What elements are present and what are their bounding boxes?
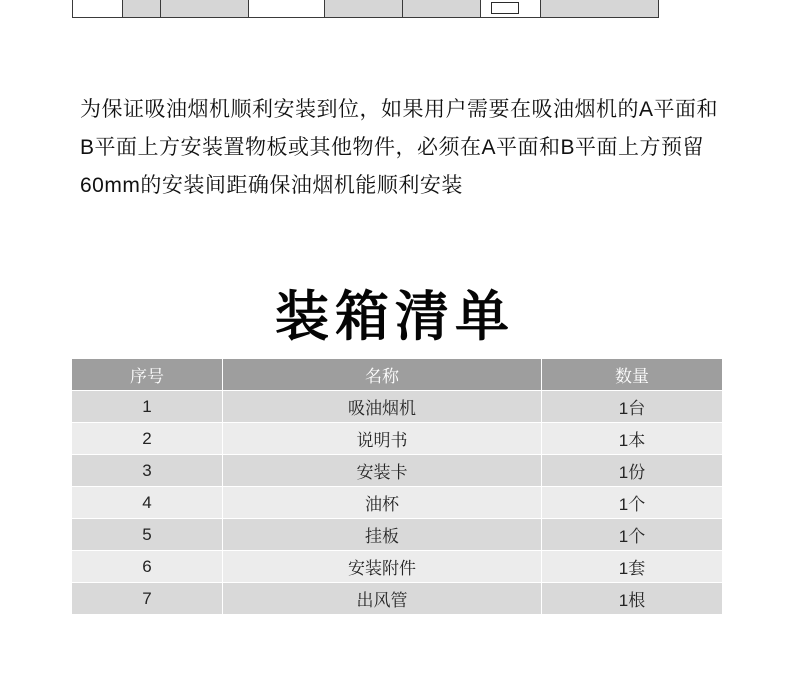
packing-list-body xyxy=(72,391,723,615)
table-row xyxy=(72,583,723,615)
cell-name: 安装附件 xyxy=(223,551,542,583)
top-table-cell xyxy=(249,0,325,17)
cell-qty: 1套 xyxy=(542,551,723,583)
cell-qty: 1个 xyxy=(542,487,723,519)
packing-list-header xyxy=(72,359,723,391)
cell-qty: 1根 xyxy=(542,583,723,615)
cell-qty: 1本 xyxy=(542,423,723,455)
cell-no: 4 xyxy=(72,487,223,519)
cell-qty: 1个 xyxy=(542,519,723,551)
column-header-qty: 数量 xyxy=(542,359,723,391)
top-table-cell xyxy=(481,0,541,17)
column-header-no: 序号 xyxy=(72,359,223,391)
checkbox-glyph xyxy=(491,2,519,14)
installation-note-paragraph: 为保证吸油烟机顺利安装到位，如果用户需要在吸油烟机的A平面和B平面上方安装置物板或其他物件，必须在A平面和B平面上方预留60mm的安装间距确保油烟机能顺利安装 xyxy=(80,98,719,197)
cell-name: 挂板 xyxy=(223,519,542,551)
cell-qty: 1台 xyxy=(542,391,723,423)
page-title: 装箱清单 xyxy=(275,287,515,348)
cell-no: 6 xyxy=(72,551,223,583)
top-table-cell xyxy=(123,0,161,17)
cell-no: 1 xyxy=(72,391,223,423)
top-table-cell xyxy=(73,0,123,17)
top-partial-table xyxy=(72,0,659,18)
top-table-cell xyxy=(161,0,249,17)
cell-no: 5 xyxy=(72,519,223,551)
cell-no: 3 xyxy=(72,455,223,487)
cell-qty: 1份 xyxy=(542,455,723,487)
table-row xyxy=(72,391,723,423)
table-row xyxy=(72,519,723,551)
cell-name: 出风管 xyxy=(223,583,542,615)
table-row xyxy=(72,423,723,455)
table-row xyxy=(72,455,723,487)
top-table-cell xyxy=(541,0,658,17)
cell-name: 油杯 xyxy=(223,487,542,519)
cell-name: 安装卡 xyxy=(223,455,542,487)
top-table-cell xyxy=(403,0,481,17)
cell-name: 吸油烟机 xyxy=(223,391,542,423)
column-header-name: 名称 xyxy=(223,359,542,391)
cell-no: 2 xyxy=(72,423,223,455)
table-row xyxy=(72,487,723,519)
cell-no: 7 xyxy=(72,583,223,615)
packing-list-table xyxy=(71,358,723,615)
cell-name: 说明书 xyxy=(223,423,542,455)
table-row xyxy=(72,551,723,583)
top-table-cell xyxy=(325,0,403,17)
table-header-row xyxy=(72,359,723,391)
